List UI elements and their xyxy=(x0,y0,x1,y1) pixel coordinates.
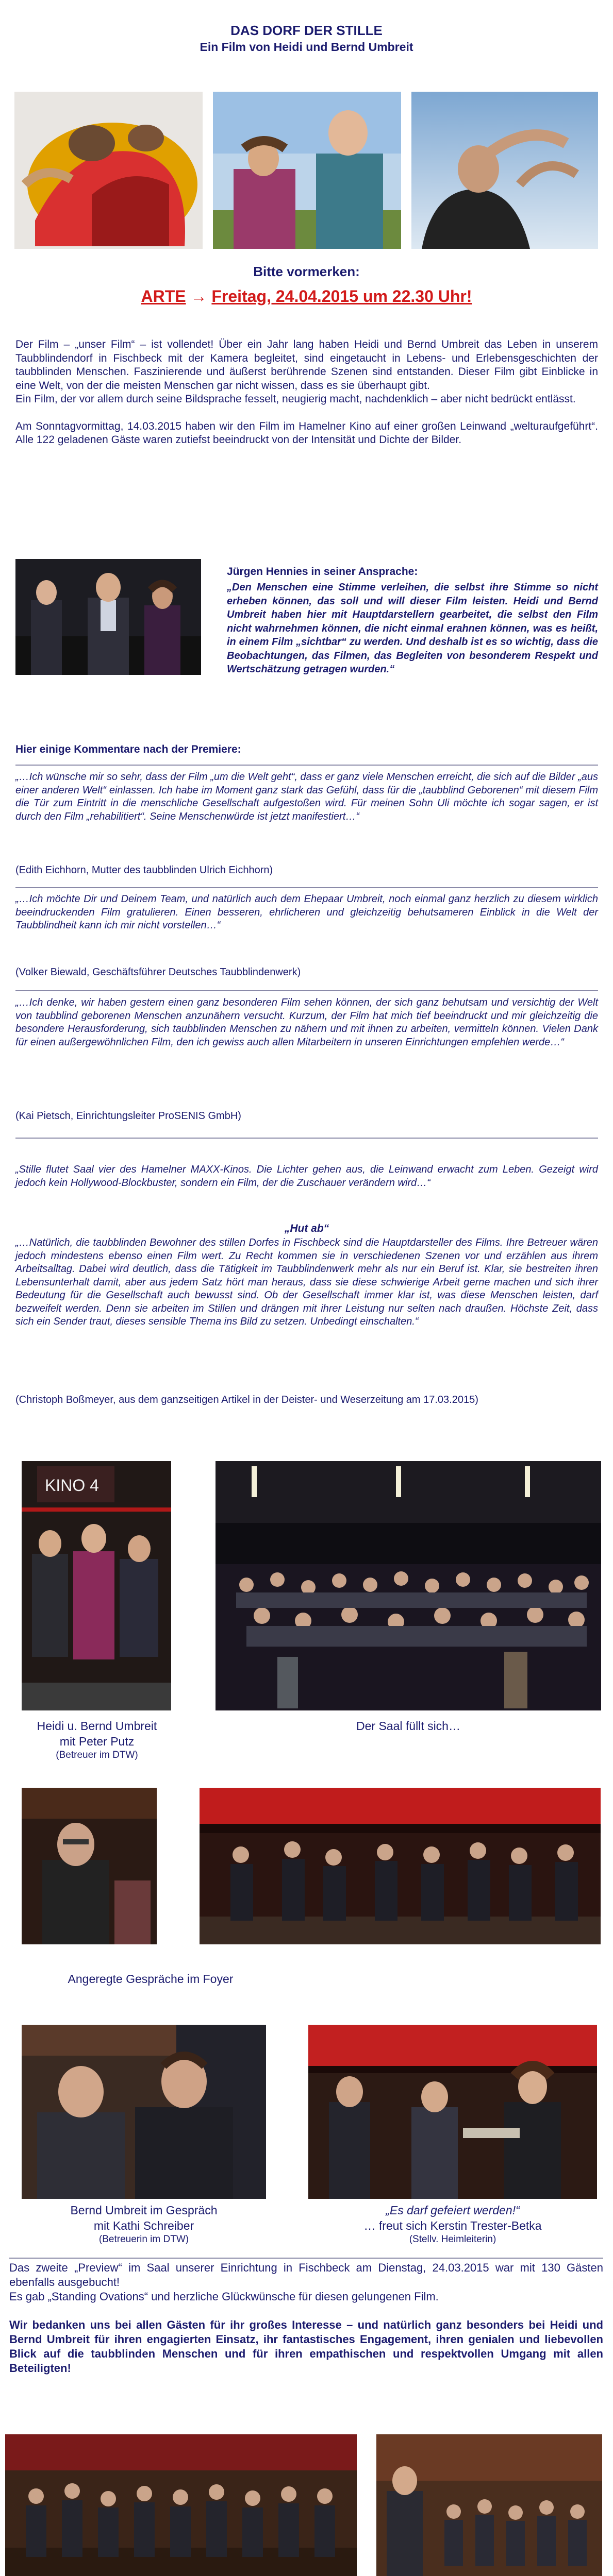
divider xyxy=(15,765,598,766)
photo-foyer-portrait xyxy=(22,1788,157,1944)
photo-umbreit-putz xyxy=(22,1461,171,1710)
channel-name: ARTE xyxy=(141,287,186,306)
photo-foyer-crowd xyxy=(200,1788,601,1944)
comments-heading: Hier einige Kommentare nach der Premiere: xyxy=(15,743,241,755)
broadcast-notice xyxy=(0,287,613,306)
divider xyxy=(15,990,598,991)
caption-note: (Betreuerin im DTW) xyxy=(98,2234,189,2245)
broadcast-datetime: Freitag, 24.04.2015 um 22.30 Uhr! xyxy=(211,287,472,306)
photo-umbreit-schreiber xyxy=(22,2025,266,2199)
press-lead: „Stille flutet Saal vier des Hamelner MAXX-Kinos. Die Lichter gehen aus, die Leinwand erwacht zum Leben. Gezeigt wird jedoch kein Hollywood-Blockbuster, sondern ein Film, der die Zuschauer verändern wird…“ xyxy=(15,1164,598,1189)
caption-line: mit Kathi Schreiber xyxy=(93,2219,194,2232)
photo-film-still-hands xyxy=(411,92,598,249)
notice-label: Bitte vormerken: xyxy=(253,264,360,279)
caption-line: Bernd Umbreit im Gespräch xyxy=(70,2204,218,2217)
page-title: DAS DORF DER STILLE xyxy=(230,23,383,38)
photo-speech xyxy=(15,559,201,675)
intro-text xyxy=(15,338,598,447)
comment-quote: „…Ich möchte Dir und Deinem Team, und natürlich auch dem Ehepaar Umbreit, noch einmal ganz herzlich zu diesem wirklich beeindruckenden Film gratulieren. Einen besseren, ehrlicheren und gleichzeitig behutsameren Einblick in die Welt der Taubblindheit kann ich mir nicht vorstellen…“ xyxy=(15,893,598,931)
arrow-icon: → xyxy=(190,287,207,306)
closing-text xyxy=(9,2261,603,2304)
caption-note: (Betreuer im DTW) xyxy=(56,1750,138,1760)
caption-line: „Es darf gefeiert werden!“ xyxy=(386,2204,520,2217)
comment-author: (Volker Biewald, Geschäftsführer Deutsches Taubblindenwerk) xyxy=(15,967,301,978)
speech-quote: „Den Menschen eine Stimme verleihen, die selbst ihre Stimme so nicht erheben können, das soll und will dieser Film leisten. Heidi und Bernd Umbreit haben hier mit Hauptdarstellern gearbeitet, die selbst den Film nicht wahrnehmen können, die nicht einmal erahnen können, was es heißt, in einem Film „sichtbar“ zu werden. Und deshalb ist es so wichtig, dass die Beobachtungen, das Filmen, das Begleiten von besonderem Respekt und Wertschätzung getragen wurden.“ xyxy=(227,582,598,675)
photo-film-still-sky xyxy=(213,92,401,249)
caption-hall: Der Saal füllt sich… xyxy=(356,1719,460,1733)
caption-foyer: Angeregte Gespräche im Foyer xyxy=(68,1972,234,1986)
closing-paragraph: Es gab „Standing Ovations“ und herzliche Glückwünsche für diesen gelungenen Film. xyxy=(9,2290,439,2303)
divider xyxy=(9,2258,603,2259)
page-subtitle: Ein Film von Heidi und Bernd Umbreit xyxy=(200,40,413,54)
divider xyxy=(15,1138,598,1139)
intro-paragraph: Ein Film, der vor allem durch seine Bildsprache fesselt, neugierig macht, nachdenklich – aber nicht bedrückt entlässt. xyxy=(15,393,576,405)
closing-paragraph: Das zweite „Preview“ im Saal unserer Einrichtung in Fischbeck am Dienstag, 24.03.2015 war mit 130 Gästen ebenfalls ausgebucht! xyxy=(9,2261,603,2289)
closing-thanks: Wir bedanken uns bei allen Gästen für ihr großes Interesse – und natürlich ganz besonders bei Heidi und Bernd Umbreit für ihren engagierten Einsatz, ihr fantastisches Engagement, ihren genialen und liebevollen Blick auf die taubblinden Menschen und für ihren empathischen und respektvollen Umgang mit allen Beteiligten! xyxy=(9,2318,603,2375)
photo-film-still-blanket xyxy=(14,92,203,249)
photo-celebration xyxy=(308,2025,597,2199)
cinema-sign: KINO 4 xyxy=(45,1476,99,1495)
photo-preview-audience xyxy=(5,2434,357,2576)
comment-quote: „…Ich wünsche mir so sehr, dass der Film „um die Welt geht“, dass er ganz viele Menschen erreicht, die sich auf die Bilder „aus einer anderen Welt“ einlassen. Ich habe im Moment ganz stark das Gefühl, dass für die „taubblind Geborenen“ mit diesem Film die Tür zum Eintritt in die menschliche Gesellschaft aufgestoßen wird. Für meinen Sohn Uli möchte ich sogar sagen, er ist durch den Film „rehabilitiert“. Seine Menschenwürde ist jetzt manifestiert…“ xyxy=(15,771,598,822)
caption-celebration xyxy=(308,2202,597,2246)
press-body: „…Natürlich, die taubblinden Bewohner des stillen Dorfes in Fischbeck sind die Hauptdarsteller des Films. Ihre Betreuer wären jedoch mindestens ebenso einen Film wert. Zu Recht kommen sie in verschiedenen Szenen vor und erzählen aus ihrem Arbeitsalltag. Dabei wird deutlich, dass die Tätigkeit im Taubblindenwerk mehr als nur ein Beruf ist. Klar, sie bestreiten ihren Lebensunterhalt damit, aber aus jedem Satz hört man heraus, dass sie diese schwierige Arbeit gerne machen und sich ihrer Bedeutung für die Gesellschaft auch bewusst sind. Ob der Gesellschaft immer klar ist, was diese Menschen leisten, darf bezweifelt werden. Denn sie arbeiten im Stillen und drängen mit ihrer Leistung nur selten nach draußen. Höchste Zeit, dass sich ein Sender traut, dieses sensible Thema ins Bild zu setzen. Unbedingt einschalten.“ xyxy=(15,1237,598,1327)
photo-hall-filling xyxy=(216,1461,601,1710)
caption-line: Heidi u. Bernd Umbreit xyxy=(37,1719,157,1733)
comment-quote: „…Ich denke, wir haben gestern einen ganz besonderen Film sehen können, der sich ganz behutsam und versichtig der Welt von taubblind geborenen Menschen anzunähern versucht. Kurzum, der Film hat mich tief beeindruckt und mir gleichzeitig die besondere Herausforderung, sich taubblinden Menschen zu nähern und mit ihnen zu arbeiten, vermitteln können. Vielen Dank für einen außergewöhnlichen Film, den ich gewiss auch allen Mitarbeitern in unseren Einrichtungen empfehlen werde…“ xyxy=(15,997,598,1048)
comment-author: (Kai Pietsch, Einrichtungsleiter ProSENIS GmbH) xyxy=(15,1110,241,1122)
comment-author: (Edith Eichhorn, Mutter des taubblinden Ulrich Eichhorn) xyxy=(15,865,273,876)
caption-umbreit-schreiber xyxy=(22,2202,266,2246)
divider xyxy=(15,887,598,888)
photo-preview-speaker xyxy=(376,2434,602,2576)
caption-note: (Stellv. Heimleiterin) xyxy=(409,2234,496,2245)
speech-heading: Jürgen Hennies in seiner Ansprache: xyxy=(227,566,418,578)
intro-paragraph: Der Film – „unser Film“ – ist vollendet! Über ein Jahr lang haben Heidi und Bernd Umbreit das Leben in unserem Taubblindendorf in Fischbeck mit der Kamera begleitet, sind eingetaucht in Lebens- und Erlebensgeschichten der taubblinden Menschen. Faszinierende und äußerst berührende Szenen sind entstanden. Dieser Film gibt Einblicke in eine Welt, von der die meisten Menschen gar nicht wissen, dass es sie überhaupt gibt. xyxy=(15,338,598,392)
caption-line: … freut sich Kerstin Trester-Betka xyxy=(363,2219,542,2232)
intro-paragraph: Am Sonntagvormittag, 14.03.2015 haben wir den Film im Hamelner Kino auf einer großen Leinwand „welturaufgeführt“. Alle 122 geladenen Gäste waren zutiefst beeindruckt von der Intensität und Dichte der Bilder. xyxy=(15,420,598,446)
press-subhead: „Hut ab“ xyxy=(284,1223,329,1234)
caption-line: mit Peter Putz xyxy=(59,1735,135,1748)
caption-umbreit-putz xyxy=(15,1718,178,1761)
press-author: (Christoph Boßmeyer, aus dem ganzseitigen Artikel in der Deister- und Weserzeitung am 17.03.2015) xyxy=(15,1394,478,1405)
